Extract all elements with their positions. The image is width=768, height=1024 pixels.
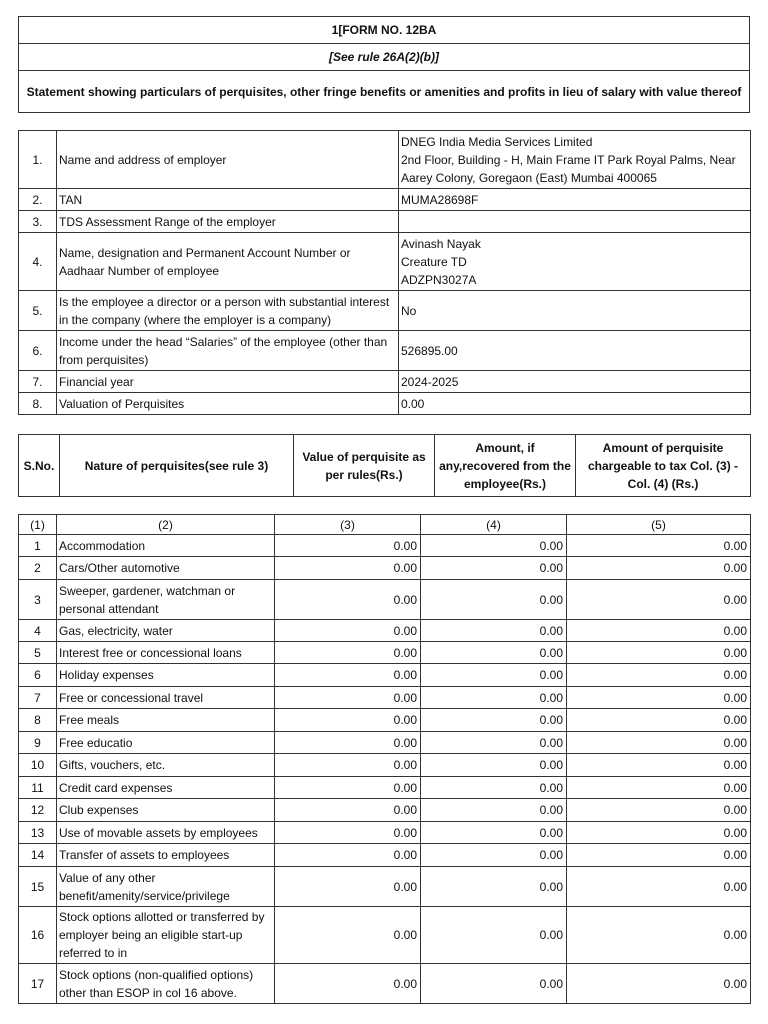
perquisite-recovered: 0.00 (421, 664, 567, 687)
perquisite-nature: Club expenses (57, 799, 275, 822)
perquisite-nature: Gas, electricity, water (57, 620, 275, 642)
perquisite-recovered: 0.00 (421, 620, 567, 642)
perquisite-chargeable: 0.00 (567, 709, 751, 732)
header-chargeable: Amount of perquisite chargeable to tax Col. (3) - Col. (4) (Rs.) (576, 435, 751, 497)
perquisite-value: 0.00 (275, 620, 421, 642)
detail-label: Income under the head “Salaries” of the employee (other than from perquisites) (57, 331, 399, 371)
perquisite-nature: Sweeper, gardener, watchman or personal attendant (57, 580, 275, 620)
perquisite-nature: Gifts, vouchers, etc. (57, 754, 275, 777)
perquisite-value: 0.00 (275, 867, 421, 907)
details-row (19, 233, 751, 291)
perquisites-header (18, 434, 751, 497)
perquisite-value: 0.00 (275, 799, 421, 822)
form-rule: [See rule 26A(2)(b)] (19, 44, 750, 71)
perquisite-sno: 10 (19, 754, 57, 777)
detail-no: 5. (19, 291, 57, 331)
perquisite-sno: 2 (19, 557, 57, 580)
perquisite-sno: 1 (19, 535, 57, 557)
perquisite-row (19, 907, 751, 964)
perquisite-nature: Stock options (non-qualified options) other than ESOP in col 16 above. (57, 964, 275, 1004)
perquisite-sno: 12 (19, 799, 57, 822)
perquisite-recovered: 0.00 (421, 907, 567, 964)
perquisite-nature: Cars/Other automotive (57, 557, 275, 580)
perquisite-chargeable: 0.00 (567, 557, 751, 580)
perquisite-recovered: 0.00 (421, 867, 567, 907)
perquisite-row (19, 754, 751, 777)
perquisite-nature: Free educatio (57, 732, 275, 754)
perquisite-recovered: 0.00 (421, 777, 567, 799)
detail-value: 2024-2025 (399, 371, 751, 393)
form-title: 1[FORM NO. 12BA (19, 17, 750, 44)
detail-label: Financial year (57, 371, 399, 393)
perquisite-chargeable: 0.00 (567, 844, 751, 867)
detail-no: 6. (19, 331, 57, 371)
perquisite-value: 0.00 (275, 709, 421, 732)
perquisite-row (19, 620, 751, 642)
detail-label: Is the employee a director or a person with substantial interest in the company (where the employer is a company) (57, 291, 399, 331)
perquisite-sno: 14 (19, 844, 57, 867)
perquisite-sno: 15 (19, 867, 57, 907)
perquisite-chargeable: 0.00 (567, 535, 751, 557)
perquisite-chargeable: 0.00 (567, 907, 751, 964)
detail-value: Avinash Nayak Creature TD ADZPN3027A (399, 233, 751, 291)
perquisite-sno: 9 (19, 732, 57, 754)
perquisite-row (19, 964, 751, 1004)
col-number: (5) (567, 515, 751, 535)
col-number: (1) (19, 515, 57, 535)
perquisite-value: 0.00 (275, 964, 421, 1004)
perquisite-value: 0.00 (275, 535, 421, 557)
perquisite-row (19, 557, 751, 580)
detail-no: 8. (19, 393, 57, 415)
col-number: (3) (275, 515, 421, 535)
col-number: (2) (57, 515, 275, 535)
perquisite-value: 0.00 (275, 687, 421, 709)
perquisite-row (19, 777, 751, 799)
perquisite-row (19, 580, 751, 620)
perquisite-chargeable: 0.00 (567, 580, 751, 620)
perquisite-value: 0.00 (275, 664, 421, 687)
detail-label: Name, designation and Permanent Account Number or Aadhaar Number of employee (57, 233, 399, 291)
perquisite-value: 0.00 (275, 557, 421, 580)
details-row (19, 331, 751, 371)
details-table (18, 130, 751, 415)
perquisite-chargeable: 0.00 (567, 799, 751, 822)
detail-value: No (399, 291, 751, 331)
perquisite-row (19, 844, 751, 867)
perquisite-row (19, 732, 751, 754)
perquisite-value: 0.00 (275, 844, 421, 867)
detail-value (399, 211, 751, 233)
perquisite-nature: Stock options allotted or transferred by employer being an eligible start-up referred to in (57, 907, 275, 964)
detail-value: MUMA28698F (399, 189, 751, 211)
perquisite-nature: Transfer of assets to employees (57, 844, 275, 867)
detail-value: 526895.00 (399, 331, 751, 371)
perquisite-recovered: 0.00 (421, 799, 567, 822)
perquisite-row (19, 867, 751, 907)
header-nature: Nature of perquisites(see rule 3) (60, 435, 294, 497)
header-sno: S.No. (19, 435, 60, 497)
detail-no: 1. (19, 131, 57, 189)
detail-label: Name and address of employer (57, 131, 399, 189)
detail-no: 7. (19, 371, 57, 393)
perquisite-recovered: 0.00 (421, 732, 567, 754)
perquisite-sno: 8 (19, 709, 57, 732)
details-row (19, 291, 751, 331)
perquisite-value: 0.00 (275, 754, 421, 777)
perquisite-sno: 17 (19, 964, 57, 1004)
perquisite-row (19, 664, 751, 687)
perquisite-sno: 3 (19, 580, 57, 620)
details-row (19, 131, 751, 189)
perquisite-nature: Value of any other benefit/amenity/service/privilege (57, 867, 275, 907)
perquisite-value: 0.00 (275, 580, 421, 620)
perquisite-recovered: 0.00 (421, 535, 567, 557)
perquisite-row (19, 687, 751, 709)
perquisite-row (19, 799, 751, 822)
perquisite-nature: Credit card expenses (57, 777, 275, 799)
details-row (19, 189, 751, 211)
perquisite-recovered: 0.00 (421, 822, 567, 844)
perquisite-value: 0.00 (275, 732, 421, 754)
perquisites-table (18, 514, 751, 1004)
detail-no: 3. (19, 211, 57, 233)
perquisite-sno: 11 (19, 777, 57, 799)
perquisite-sno: 5 (19, 642, 57, 664)
details-row (19, 211, 751, 233)
perquisite-row (19, 642, 751, 664)
perquisite-nature: Interest free or concessional loans (57, 642, 275, 664)
detail-label: Valuation of Perquisites (57, 393, 399, 415)
perquisite-chargeable: 0.00 (567, 964, 751, 1004)
detail-label: TAN (57, 189, 399, 211)
perquisite-row (19, 822, 751, 844)
perquisite-value: 0.00 (275, 777, 421, 799)
perquisite-recovered: 0.00 (421, 709, 567, 732)
detail-no: 2. (19, 189, 57, 211)
form-header (18, 16, 750, 113)
perquisite-row (19, 535, 751, 557)
perquisite-recovered: 0.00 (421, 580, 567, 620)
detail-no: 4. (19, 233, 57, 291)
perquisite-nature: Use of movable assets by employees (57, 822, 275, 844)
perquisite-nature: Holiday expenses (57, 664, 275, 687)
header-recovered: Amount, if any,recovered from the employee(Rs.) (435, 435, 576, 497)
perquisite-sno: 4 (19, 620, 57, 642)
perquisite-nature: Free meals (57, 709, 275, 732)
col-number: (4) (421, 515, 567, 535)
form-statement: Statement showing particulars of perquisites, other fringe benefits or amenities and profits in lieu of salary with value thereof (19, 71, 750, 113)
perquisite-recovered: 0.00 (421, 754, 567, 777)
perquisite-chargeable: 0.00 (567, 867, 751, 907)
column-number-row (19, 515, 751, 535)
perquisite-chargeable: 0.00 (567, 754, 751, 777)
details-row (19, 393, 751, 415)
perquisite-recovered: 0.00 (421, 964, 567, 1004)
perquisite-sno: 7 (19, 687, 57, 709)
perquisite-recovered: 0.00 (421, 687, 567, 709)
detail-label: TDS Assessment Range of the employer (57, 211, 399, 233)
perquisite-chargeable: 0.00 (567, 664, 751, 687)
perquisite-chargeable: 0.00 (567, 777, 751, 799)
detail-value: 0.00 (399, 393, 751, 415)
perquisite-recovered: 0.00 (421, 642, 567, 664)
detail-value: DNEG India Media Services Limited 2nd Floor, Building - H, Main Frame IT Park Royal Palms, Near Aarey Colony, Goregaon (East) Mumbai 400065 (399, 131, 751, 189)
perquisite-sno: 13 (19, 822, 57, 844)
perquisite-recovered: 0.00 (421, 844, 567, 867)
perquisite-value: 0.00 (275, 822, 421, 844)
perquisite-chargeable: 0.00 (567, 620, 751, 642)
perquisite-nature: Accommodation (57, 535, 275, 557)
header-value: Value of perquisite as per rules(Rs.) (294, 435, 435, 497)
details-row (19, 371, 751, 393)
perquisite-sno: 6 (19, 664, 57, 687)
perquisite-recovered: 0.00 (421, 557, 567, 580)
perquisite-row (19, 709, 751, 732)
perquisite-chargeable: 0.00 (567, 642, 751, 664)
perquisite-nature: Free or concessional travel (57, 687, 275, 709)
perquisite-value: 0.00 (275, 907, 421, 964)
perquisite-chargeable: 0.00 (567, 732, 751, 754)
perquisite-chargeable: 0.00 (567, 822, 751, 844)
perquisite-chargeable: 0.00 (567, 687, 751, 709)
perquisite-value: 0.00 (275, 642, 421, 664)
perquisite-sno: 16 (19, 907, 57, 964)
